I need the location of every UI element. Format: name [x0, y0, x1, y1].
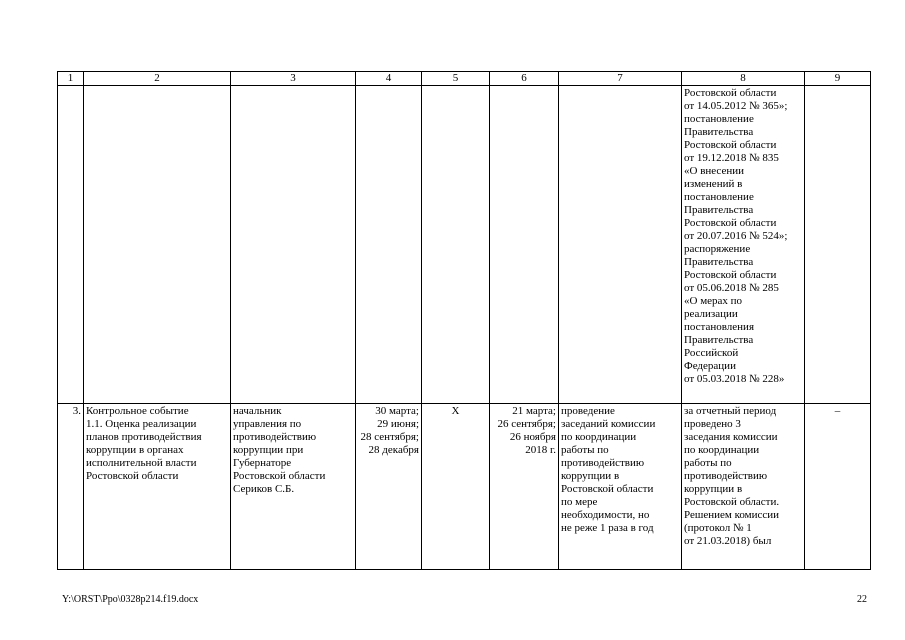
actual-result-cell: за отчетный период проведено 3 заседания комиссии по координации работы по противодействию коррупции в Ростовской области. Решением комиссии (протокол № 1 от 21.03.2018) был — [682, 404, 805, 570]
column-number: 9 — [805, 72, 871, 86]
column-number: 2 — [84, 72, 231, 86]
event-name-cell — [84, 86, 231, 404]
actual-date-cell: 21 марта; 26 сентября; 26 ноября 2018 г. — [490, 404, 559, 570]
cell-col5 — [422, 86, 490, 404]
notes-cell — [805, 86, 871, 404]
column-number: 1 — [58, 72, 84, 86]
planned-date-cell: 30 марта; 29 июня; 28 сентября; 28 декабря — [356, 404, 422, 570]
file-path-footer: Y:\ORST\Ppo\0328p214.f19.docx — [62, 594, 199, 605]
expected-result-cell — [559, 86, 682, 404]
responsible-cell: начальник управления по противодействию коррупции при Губернаторе Ростовской области Сериков С.Б. — [231, 404, 356, 570]
notes-cell: – — [805, 404, 871, 570]
page-number: 22 — [857, 594, 867, 605]
row-number-cell: 3. — [58, 404, 84, 570]
column-number: 8 — [682, 72, 805, 86]
column-number: 3 — [231, 72, 356, 86]
table-row — [58, 86, 871, 404]
column-number: 5 — [422, 72, 490, 86]
column-number: 7 — [559, 72, 682, 86]
responsible-cell — [231, 86, 356, 404]
cell-col5: Х — [422, 404, 490, 570]
actual-date-cell — [490, 86, 559, 404]
actual-result-cell: Ростовской области от 14.05.2012 № 365»; постановление Правительства Ростовской области от 19.12.2018 № 835 «О внесении изменений в постановление Правительства Ростовской области от 20.07.2016 № 524»; распоряжение Правительства Ростовской области от 05.06.2018 № 285 «О мерах по реализации постановления Правительства Российской Федерации от 05.03.2018 № 228» — [682, 86, 805, 404]
planned-date-cell — [356, 86, 422, 404]
expected-result-cell: проведение заседаний комиссии по координации работы по противодействию коррупции в Ростовской области по мере необходимости, но не реже 1 раза в год — [559, 404, 682, 570]
report-table — [57, 71, 871, 570]
column-number: 4 — [356, 72, 422, 86]
column-number: 6 — [490, 72, 559, 86]
column-number-row — [58, 72, 871, 86]
row-number-cell — [58, 86, 84, 404]
event-name-cell: Контрольное событие 1.1. Оценка реализации планов противодействия коррупции в органах исполнительной власти Ростовской области — [84, 404, 231, 570]
table-row — [58, 404, 871, 570]
